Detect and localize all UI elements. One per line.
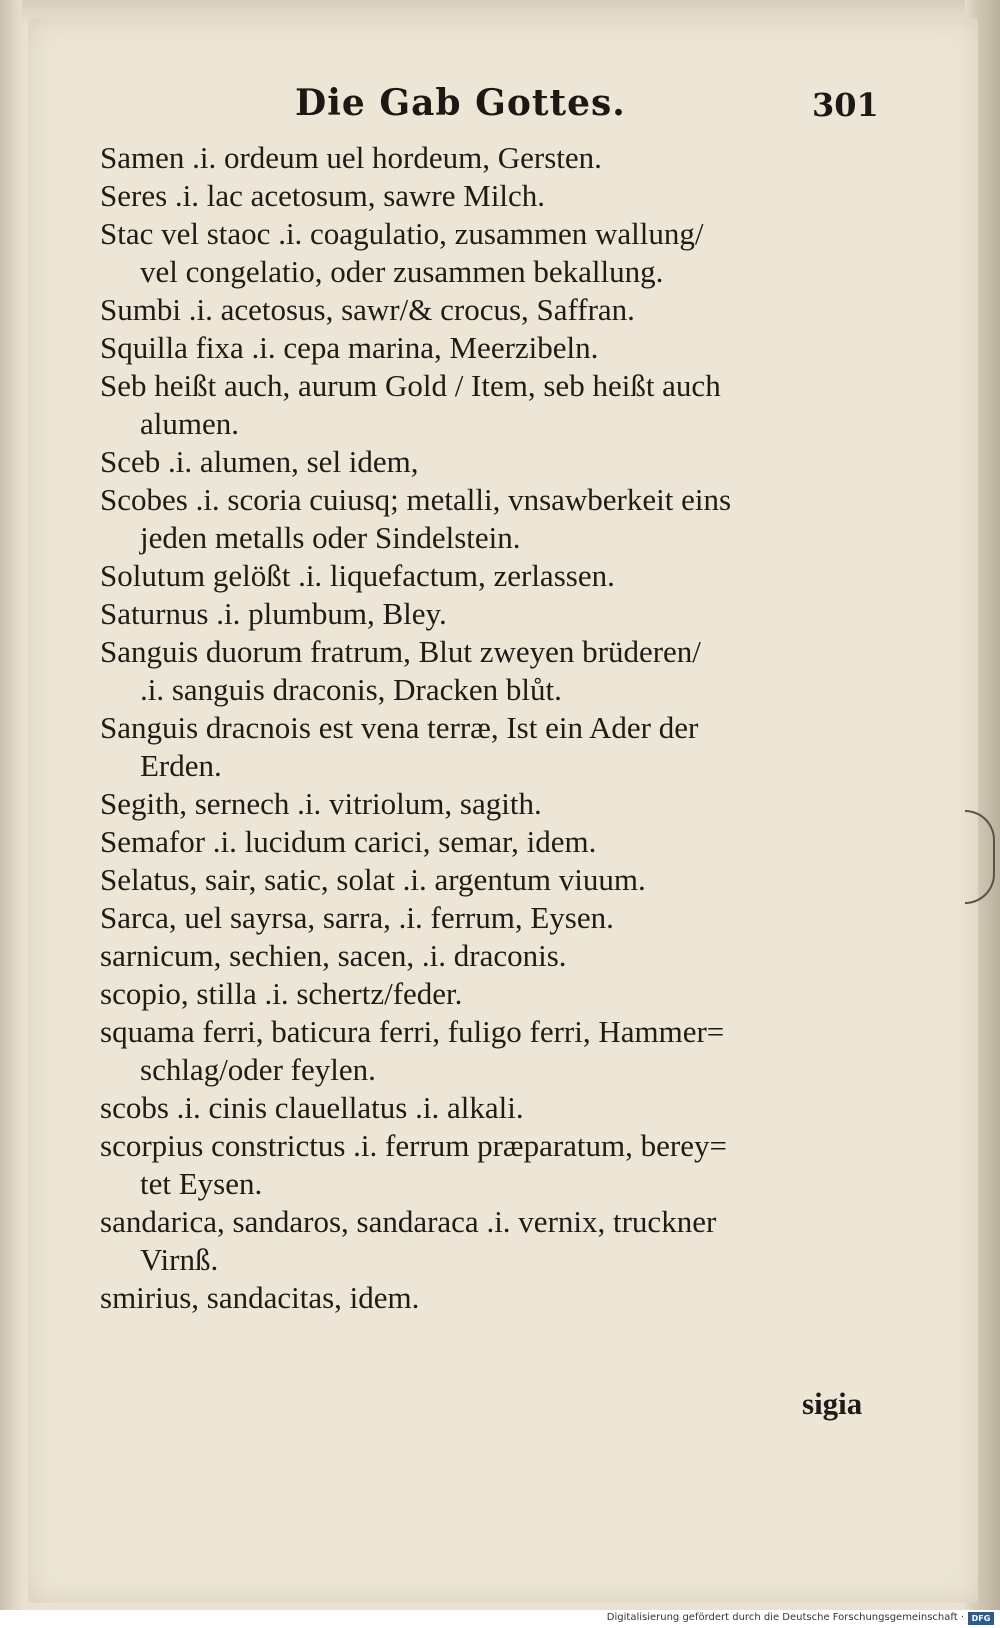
text-line: Erden. (140, 748, 222, 783)
text-line: Stac vel staoc .i. coagulatio, zusammen wallung/ (100, 216, 704, 251)
text-line: scobs .i. cinis clauellatus .i. alkali. (100, 1090, 524, 1125)
text-line: vel congelatio, oder zusammen bekallung. (140, 254, 664, 289)
text-line: Selatus, sair, satic, solat .i. argentum viuum. (100, 862, 646, 897)
text-line: Seres .i. lac acetosum, sawre Milch. (100, 178, 546, 213)
text-line: Semafor .i. lucidum carici, semar, idem. (100, 824, 597, 859)
page-number: 301 (812, 86, 879, 124)
text-line: Samen .i. ordeum uel hordeum, Gersten. (100, 140, 602, 175)
scan-left-edge (0, 0, 22, 1610)
text-line: Solutum gelößt .i. liquefactum, zerlassen. (100, 558, 615, 593)
dfg-logo: DFG (968, 1612, 994, 1625)
text-line: Virnß. (140, 1242, 219, 1277)
text-line: .i. sanguis draconis, Dracken blůt. (140, 672, 562, 707)
text-line: Seb heißt auch, aurum Gold / Item, seb heißt auch (100, 368, 721, 403)
running-header: Die Gab Gottes. (295, 82, 626, 124)
catchword: sigia (802, 1386, 863, 1421)
text-line: Sceb .i. alumen, sel idem, (100, 444, 419, 479)
text-line: tet Eysen. (140, 1166, 263, 1201)
text-line: sarnicum, sechien, sacen, .i. draconis. (100, 938, 567, 973)
text-line: Squilla fixa .i. cepa marina, Meerzibeln. (100, 330, 599, 365)
text-line: Segith, sernech .i. vitriolum, sagith. (100, 786, 542, 821)
text-line: Sanguis dracnois est vena terræ, Ist ein Ader der (100, 710, 699, 745)
text-line: schlag/oder feylen. (140, 1052, 376, 1087)
text-line: Scobes .i. scoria cuiusq; metalli, vnsawberkeit eins (100, 482, 732, 517)
text-line: squama ferri, baticura ferri, fuligo ferri, Hammer= (100, 1014, 725, 1049)
text-line: scorpius constrictus .i. ferrum præparatum, berey= (100, 1128, 727, 1163)
text-line: Sarca, uel sayrsa, sarra, .i. ferrum, Eysen. (100, 900, 614, 935)
text-line: Sanguis duorum fratrum, Blut zweyen brüderen/ (100, 634, 701, 669)
text-line: alumen. (140, 406, 239, 441)
text-line: scopio, stilla .i. schertz/feder. (100, 976, 463, 1011)
text-line: Sumbi .i. acetosus, sawr/& crocus, Saffran. (100, 292, 635, 327)
footer-credit: Digitalisierung gefördert durch die Deutsche Forschungsgemeinschaft · (606, 1612, 964, 1623)
text-line: jeden metalls oder Sindelstein. (140, 520, 521, 555)
text-line: sandarica, sandaros, sandaraca .i. vernix, truckner (100, 1204, 717, 1239)
text-line: smirius, sandacitas, idem. (100, 1280, 420, 1315)
text-line: Saturnus .i. plumbum, Bley. (100, 596, 447, 631)
